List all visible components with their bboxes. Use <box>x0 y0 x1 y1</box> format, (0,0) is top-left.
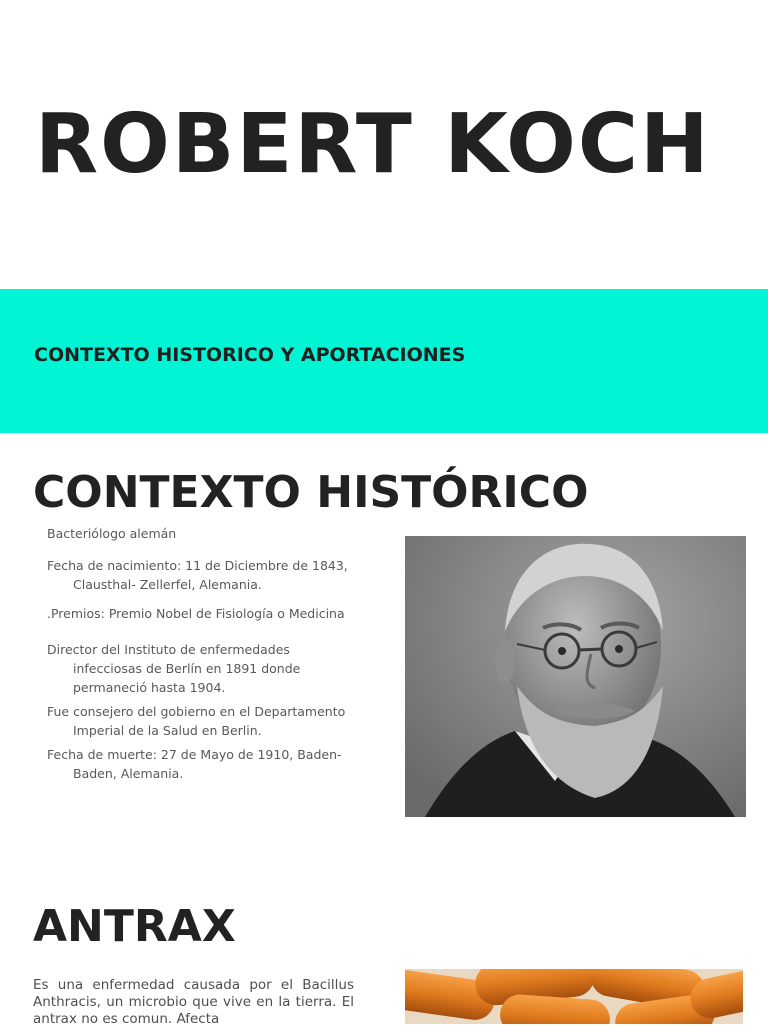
bullet-item: Fecha de muerte: 27 de Mayo de 1910, Baden-Baden, Alemania. <box>47 747 342 781</box>
bullet-item: Director del Instituto de enfermedades infecciosas de Berlín en 1891 donde permaneció hasta 1904. <box>47 642 301 695</box>
bullet-item: Fecha de nacimiento: 11 de Diciembre de 1843, Clausthal- Zellerfel, Alemania. <box>47 558 348 592</box>
bullet-item: .Premios: Premio Nobel de Fisiología o Medicina <box>47 606 345 621</box>
portrait-photo <box>405 536 746 817</box>
biography-list <box>47 524 359 783</box>
antrax-paragraph: Es una enfermedad causada por el Bacillus Anthracis, un microbio que vive en la tierra. El antrax no es comun. Afecta <box>33 977 354 1027</box>
bacteria-image <box>405 969 743 1024</box>
bullet-item: Fue consejero del gobierno en el Departamento Imperial de la Salud en Berlin. <box>47 704 346 738</box>
section-heading-contexto: CONTEXTO HISTÓRICO <box>33 467 589 518</box>
bullet-item: Bacteriólogo alemán <box>47 526 177 541</box>
slide-title: ROBERT KOCH <box>35 97 711 192</box>
section-heading-antrax: ANTRAX <box>33 901 236 952</box>
slide-subtitle: CONTEXTO HISTORICO Y APORTACIONES <box>34 344 466 366</box>
